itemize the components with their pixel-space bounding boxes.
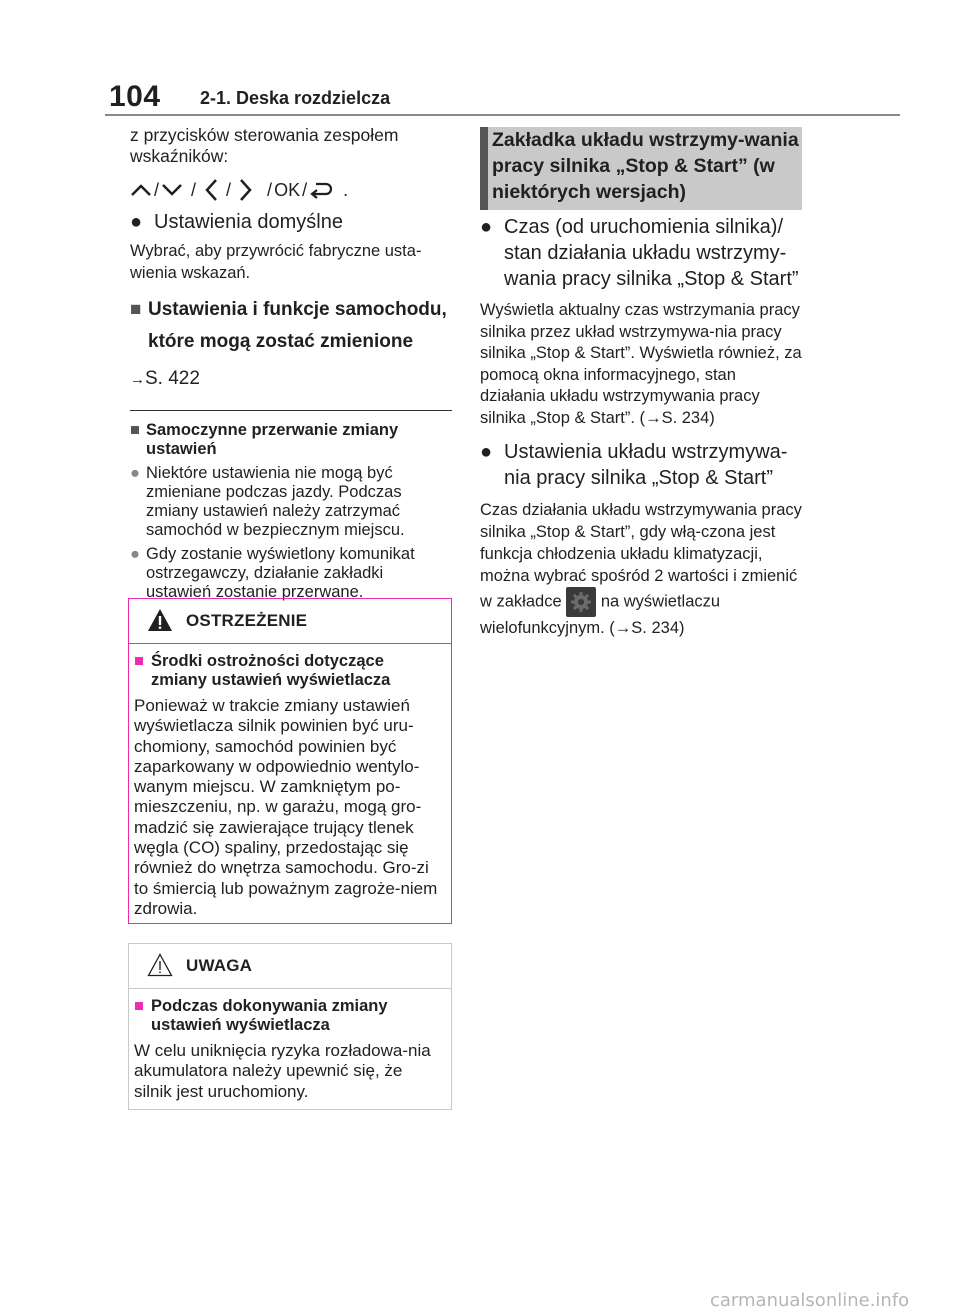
defaults-text: Wybrać, aby przywrócić fabryczne usta-wienia wskazań. — [130, 242, 422, 282]
key-separator: / — [191, 179, 197, 200]
key-separator: / — [154, 179, 160, 200]
warning-box — [128, 598, 452, 924]
title-accent-bar — [480, 127, 488, 210]
watermark: carmanualsonline.info — [710, 1290, 910, 1311]
vehicle-settings-heading — [130, 294, 452, 358]
note-item-text: Niektóre ustawienia nie mogą być zmieniane podczas jazdy. Podczas zmiany ustawień należy zatrzymać samochód w bezpiecznym miejscu. — [146, 464, 405, 539]
control-keys — [130, 175, 452, 205]
arrow-right-icon: → — [614, 619, 632, 637]
page-number: 104 — [109, 80, 161, 113]
stop-start-time-body: Wyświetla aktualny czas wstrzymania pracy silnika przez układ wstrzymywa-nia pracy silnika „Stop & Start”. Wyświetla również, za pomocą okna informacyjnego, stan działania układu wstrzymywania pracy silnika „Stop & Start”. ( — [480, 301, 802, 427]
square-bullet-icon: ■ — [134, 997, 144, 1015]
vehicle-settings-heading-text: Ustawienia i funkcje samochodu, które mogą zostać zmienione — [148, 299, 447, 352]
stop-start-time-text — [480, 300, 805, 429]
stop-start-settings-heading — [480, 439, 805, 491]
arrow-right-icon: → — [130, 371, 145, 388]
bullet-icon: ● — [130, 211, 143, 233]
bullet-icon: ● — [480, 216, 493, 238]
auto-cancel-note — [130, 421, 452, 602]
chevron-up-icon — [130, 183, 152, 197]
left-column — [130, 125, 452, 602]
key-end: . — [343, 179, 349, 200]
bullet-icon: ● — [130, 464, 140, 482]
note-heading — [130, 421, 452, 459]
defaults-heading — [130, 209, 452, 235]
stop-start-time-heading — [480, 214, 805, 292]
caution-subheading-text: Podczas dokonywania zmiany ustawień wyświetlacza — [151, 997, 388, 1034]
square-bullet-icon: ■ — [134, 652, 144, 670]
warning-subheading-text: Środki ostrożności dotyczące zmiany ustawień wyświetlacza — [151, 652, 391, 689]
caution-text: W celu uniknięcia ryzyka rozładowa-nia akumulatora należy upewnić się, że silnik jest uruchomiony. — [134, 1041, 431, 1101]
arrow-right-icon: → — [645, 408, 662, 427]
square-bullet-icon: ■ — [130, 421, 140, 439]
vehicle-settings-ref — [130, 368, 452, 390]
stop-start-time-ref[interactable]: S. 234) — [661, 408, 715, 427]
note-heading-text: Samoczynne przerwanie zmiany ustawień — [146, 421, 399, 458]
gear-icon — [566, 587, 596, 617]
warning-subheading — [134, 652, 443, 690]
stop-start-settings-body: Czas działania układu wstrzymywania pracy silnika „Stop & Start”, gdy włą-czona jest funkcja chłodzenia układu klimatyzacji, można wybrać spośród 2 wartości i zmienić w zakładce — [480, 501, 802, 611]
chevron-left-icon — [204, 178, 218, 202]
warning-box-body — [129, 644, 451, 919]
stop-start-time-heading-text: Czas (od uruchomienia silnika)/ stan działania układu wstrzymy-wania pracy silnika „Stop & Start” — [504, 216, 799, 290]
key-separator: / — [267, 179, 273, 200]
bullet-icon: ● — [480, 441, 493, 463]
stop-start-settings-text — [480, 499, 805, 639]
stop-start-settings-tail: wyświetlaczu wielofunkcyjnym. ( — [480, 592, 721, 637]
stop-start-settings-na: na — [600, 592, 620, 611]
section-divider — [130, 410, 452, 411]
intro-text: z przycisków sterowania zespołem wskaźników: — [130, 125, 399, 166]
stop-start-title-box — [480, 127, 802, 210]
note-item-text: Gdy zostanie wyświetlony komunikat ostrzegawczy, działanie zakładki ustawień zostanie przerwane. — [146, 545, 415, 601]
key-separator: / — [226, 179, 232, 200]
defaults-heading-text: Ustawienia domyślne — [154, 211, 343, 233]
caution-box-header — [129, 944, 451, 989]
section-title: 2-1. Deska rozdzielcza — [200, 88, 391, 108]
warning-triangle-icon — [147, 608, 173, 637]
right-column — [480, 214, 805, 639]
caution-label: UWAGA — [186, 956, 253, 975]
header-divider — [105, 114, 900, 116]
stop-start-settings-heading-text: Ustawienia układu wstrzymywa-nia pracy silnika „Stop & Start” — [504, 441, 788, 489]
stop-start-settings-ref[interactable]: S. 234) — [631, 619, 685, 637]
key-separator: / — [302, 179, 308, 200]
caution-subheading — [134, 997, 443, 1035]
bullet-icon: ● — [130, 545, 140, 563]
warning-box-header — [129, 599, 451, 644]
warning-text: Ponieważ w trakcie zmiany ustawień wyświetlacza silnik powinien być uru-chomiony, samochód powinien być zaparkowany w odpowiednio wentylo-wanym miejscu. W zamkniętym po-mieszczeniu, np. w garażu, mogą gro-madzić się zawierające trujący tlenek węgla (CO) spaliny, przedostając się również do wnętrza samochodu. Gro-zi to śmiercią lub poważnym zagroże-niem zdrowia. — [134, 696, 438, 918]
caution-triangle-icon — [147, 953, 173, 982]
caution-box-body — [129, 989, 451, 1102]
ok-key: OK — [274, 179, 301, 200]
warning-label: OSTRZEŻENIE — [186, 611, 308, 630]
stop-start-title: Zakładka układu wstrzymy-wania pracy silnika „Stop & Start” (w niektórych wersjach) — [492, 129, 799, 203]
vehicle-ref-text[interactable]: S. 422 — [145, 368, 200, 389]
chevron-right-icon — [239, 178, 253, 202]
back-arrow-icon — [309, 181, 333, 199]
square-bullet-icon: ■ — [130, 299, 142, 320]
caution-box — [128, 943, 452, 1110]
note-item — [130, 545, 452, 602]
chevron-down-icon — [161, 183, 183, 197]
note-item — [130, 464, 452, 540]
page-header — [105, 78, 905, 118]
